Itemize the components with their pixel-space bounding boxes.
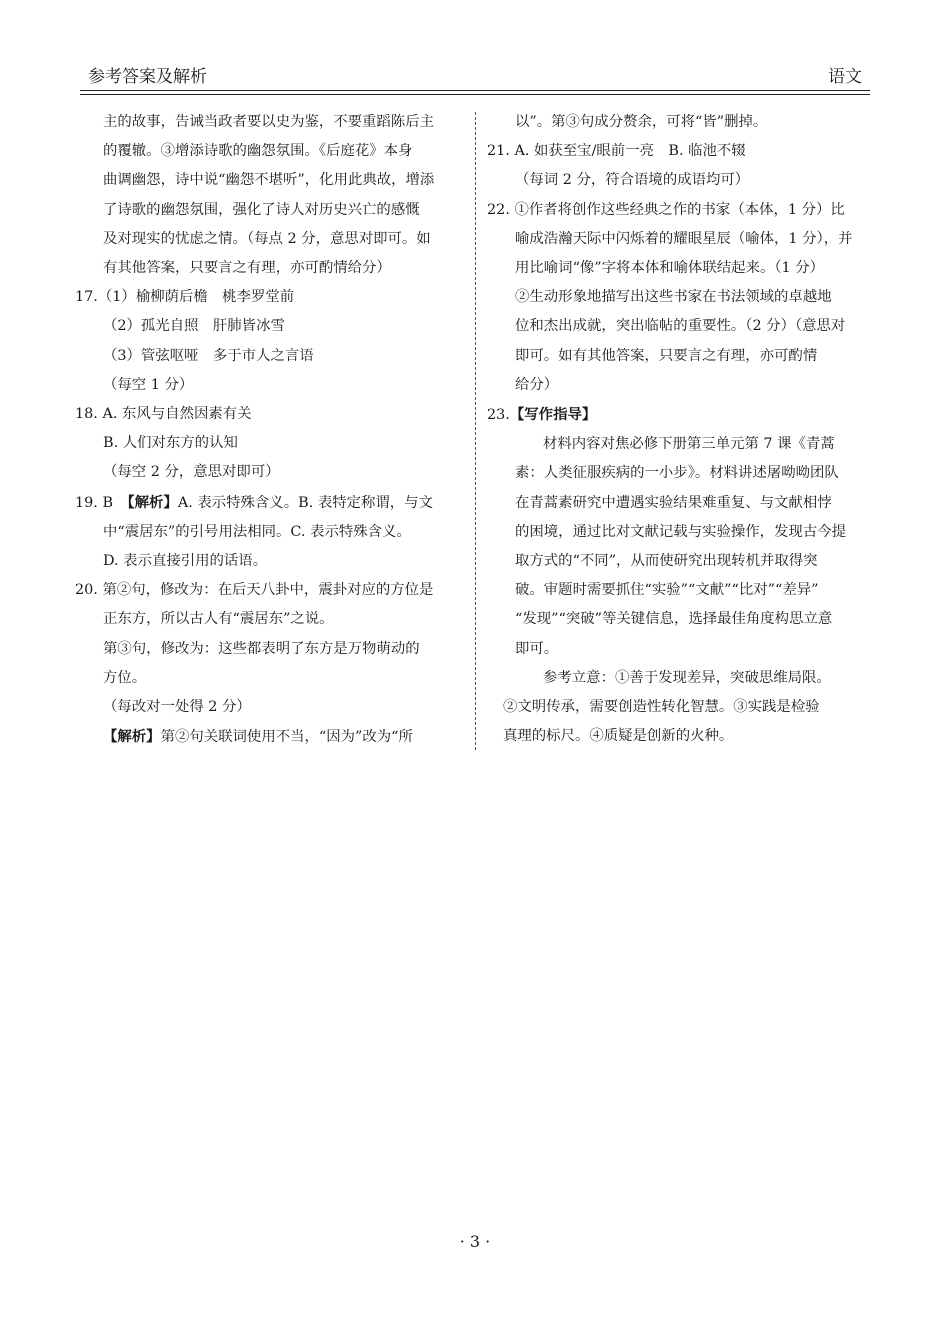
right-column xyxy=(487,108,877,751)
answer-18 xyxy=(75,400,467,488)
header-rule-thick xyxy=(80,90,870,91)
text-line: 在青蒿素研究中遭遇实验结果难重复、与文献相悖 xyxy=(515,494,832,511)
answer-22 xyxy=(487,196,877,400)
text-line: 真理的标尺。④质疑是创新的火种。 xyxy=(503,728,734,745)
text-line: D. 表示直接引用的话语。 xyxy=(103,553,268,570)
text-line: 17.（1）榆柳荫后檐 桃李罗堂前 xyxy=(75,289,295,306)
text-line: 位和杰出成就，突出临帖的重要性。（2 分）（意思对 xyxy=(515,318,846,335)
left-column xyxy=(75,108,467,752)
text-line: 20. 第②句，修改为：在后天八卦中，震卦对应的方位是 xyxy=(75,582,434,599)
analysis-tag: 【解析】 xyxy=(103,728,161,746)
header-rule-thin xyxy=(80,94,870,95)
text-line: 21. A. 如获至宝/眼前一亮 B. 临池不辍 xyxy=(487,143,746,160)
text-line: （每空 2 分，意思对即可） xyxy=(103,464,280,481)
text-line: 给分） xyxy=(515,376,559,393)
text-line: 22. ①作者将创作这些经典之作的书家（本体，1 分）比 xyxy=(487,201,845,218)
text-line: 主的故事，告诫当政者要以史为鉴，不要重蹈陈后主 xyxy=(103,114,434,130)
text-line: （每改对一处得 2 分） xyxy=(103,699,251,716)
answer-number: 19. B xyxy=(75,494,128,511)
header-subject: 语文 xyxy=(828,67,862,87)
text-line: 的覆辙。③增添诗歌的幽怨氛围。《后庭花》本身 xyxy=(103,143,413,160)
answer-17 xyxy=(75,283,467,400)
text-line: 正东方，所以古人有“震居东”之说。 xyxy=(103,611,334,628)
text-line: 喻成浩瀚天际中闪烁着的耀眼星辰（喻体，1 分），并 xyxy=(515,230,853,247)
text-line: ②文明传承，需要创造性转化智慧。③实践是检验 xyxy=(503,699,820,716)
answer-number: 23. xyxy=(487,407,510,424)
analysis-text: 第②句关联词使用不当，“因为”改为“所 xyxy=(160,729,413,746)
text-line: 的困境，通过比对文献记载与实验操作，发现古今提 xyxy=(515,523,846,540)
writing-guide-tag: 【写作指导】 xyxy=(509,406,597,424)
column-divider xyxy=(475,112,476,750)
text-line: 材料内容对焦必修下册第三单元第 7 课《青蒿 xyxy=(543,436,835,453)
text-line: 取方式的“不同”，从而使研究出现转机并取得突 xyxy=(515,553,818,570)
text-line: 用比喻词“像”字将本体和喻体联结起来。（1 分） xyxy=(515,260,825,277)
text-line: 方位。 xyxy=(103,669,147,686)
text-line: （每词 2 分，符合语境的成语均可） xyxy=(515,172,750,189)
text-line: （3）管弦呕哑 多于市人之言语 xyxy=(103,347,314,364)
text-line: ②生动形象地描写出这些书家在书法领域的卓越地 xyxy=(515,289,832,306)
answer-20 xyxy=(75,576,467,752)
analysis-text: A. 表示特殊含义。B. 表特定称谓，与文 xyxy=(177,494,433,511)
text-line: B. 人们对东方的认知 xyxy=(103,435,238,452)
text-line xyxy=(487,400,877,430)
reference-theme-paragraph xyxy=(487,664,877,752)
header-title: 参考答案及解析 xyxy=(88,67,207,87)
text-line: 了诗歌的幽怨氛围，强化了诗人对历史兴亡的感慨 xyxy=(103,201,420,218)
text-line xyxy=(75,722,467,752)
q20-continuation: 以”。第③句成分赘余，可将“皆”删掉。 xyxy=(515,114,768,130)
q16-continuation xyxy=(75,108,467,283)
answer-19 xyxy=(75,488,467,577)
text-line: 中“震居东”的引号用法相同。C. 表示特殊含义。 xyxy=(103,523,411,540)
page-header xyxy=(80,58,870,90)
text-line: 即可。 xyxy=(515,640,559,657)
writing-guide-paragraph xyxy=(487,430,877,664)
text-line: “发现”“突破”等关键信息，选择最佳角度构思立意 xyxy=(515,611,833,628)
text-line: 及对现实的忧虑之情。（每点 2 分，意思对即可。如 xyxy=(103,230,431,247)
answer-21 xyxy=(487,137,877,195)
text-line: （2）孤光自照 肝肺皆冰雪 xyxy=(103,318,285,335)
text-line: 素：人类征服疾病的一小步》。材料讲述屠呦呦团队 xyxy=(515,465,839,482)
text-line xyxy=(75,488,467,518)
text-line: 18. A. 东风与自然因素有关 xyxy=(75,406,252,423)
text-line: 曲调幽怨，诗中说“幽怨不堪听”，化用此典故，增添 xyxy=(103,172,435,189)
answer-23 xyxy=(487,400,877,751)
text-line: （每空 1 分） xyxy=(103,376,194,393)
text-line: 即可。如有其他答案，只要言之有理，亦可酌情 xyxy=(515,347,818,364)
page-number: · 3 · xyxy=(459,1232,491,1251)
text-line: 有其他答案，只要言之有理，亦可酌情给分） xyxy=(103,260,391,277)
text-line: 参考立意：①善于发现差异，突破思维局限。 xyxy=(543,669,831,686)
text-line: 第③句，修改为：这些都表明了东方是万物萌动的 xyxy=(103,640,420,657)
text-line: 破。审题时需要抓住“实验”“文献”“比对”“差异” xyxy=(515,582,819,599)
analysis-tag: 【解析】 xyxy=(127,493,178,511)
